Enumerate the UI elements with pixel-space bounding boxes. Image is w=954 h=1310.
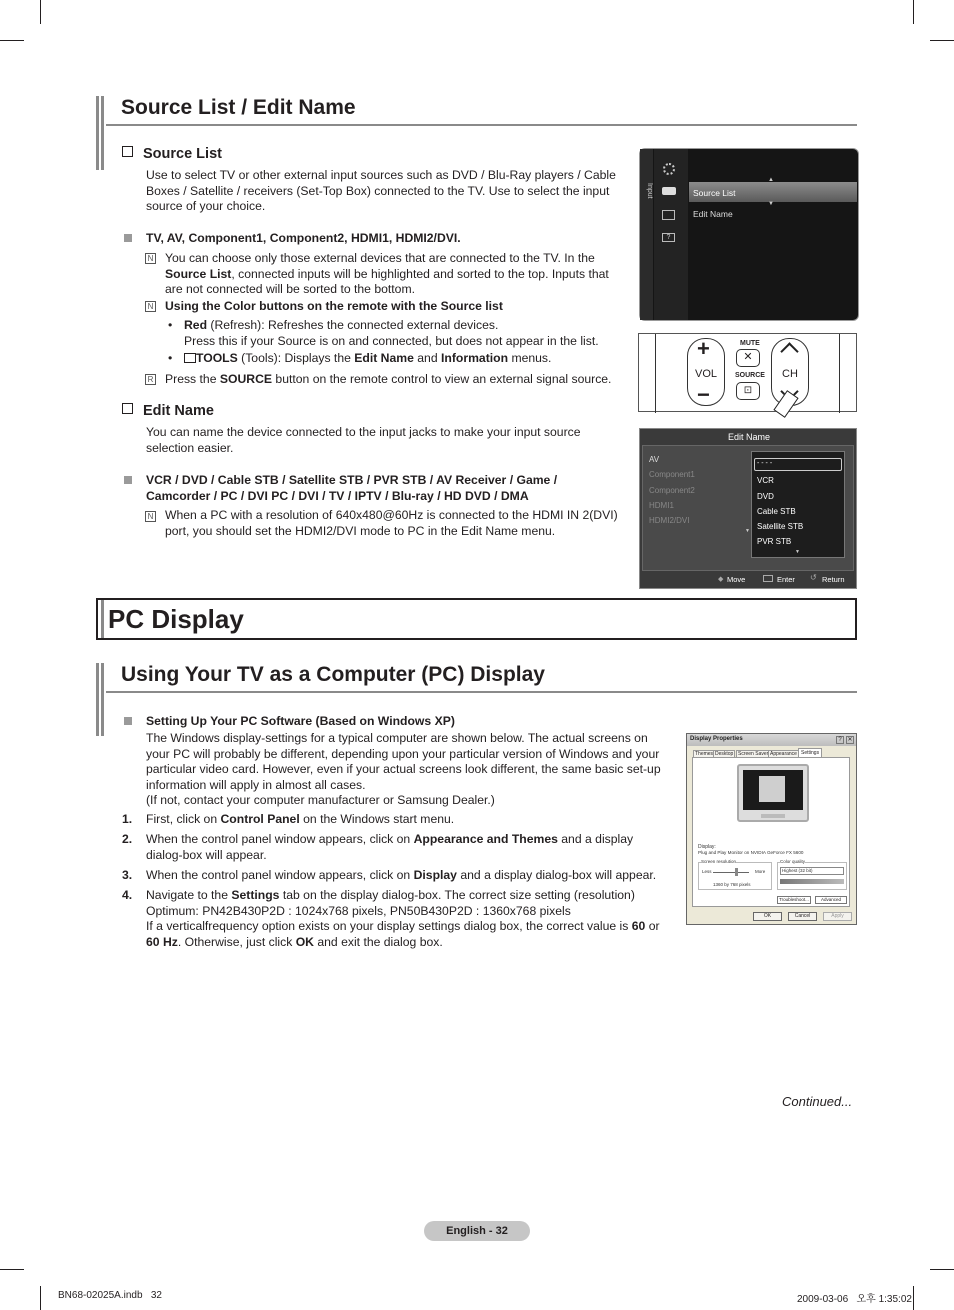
section-title: Source List / Edit Name [121,96,356,119]
dropdown-down-arrow-icon: ▼ [795,549,800,555]
menu-item-edit-name[interactable]: Edit Name [693,209,733,219]
square-bullet-icon [124,476,132,484]
tab-appearance[interactable]: Appearance [770,751,797,757]
cancel-button[interactable]: Cancel [788,912,817,921]
dropdown-list[interactable] [751,451,845,558]
crop-mark [930,1269,954,1270]
footer-return: Return [822,575,845,584]
footer-timestamp: 2009-03-06 오후 1:35:02 [797,1294,912,1305]
pc-display-title: PC Display [108,604,244,634]
return-icon: ↺ [810,573,817,582]
dropdown-option[interactable]: DVD [757,492,774,501]
checkbox-icon [122,403,133,414]
color-select[interactable]: Highest (32 bit) [780,867,844,875]
page-number-badge: English - 32 [424,1221,530,1241]
bullet-tools-text: TOOLS (Tools): Displays the Edit Name and Information menus. [184,351,551,367]
help-button[interactable]: ? [836,736,844,744]
step-3: When the control panel window appears, click on Display and a display dialog-box will appear. [146,868,657,882]
left-arrow-icon: ▼ [745,528,750,534]
subheading-edit-name: Edit Name [122,403,214,419]
menu-item-source-list[interactable]: Source List [693,188,736,198]
dropdown-option[interactable]: Cable STB [757,507,796,516]
crop-mark [0,1269,24,1270]
tab-settings[interactable]: Settings [798,748,822,758]
menu-up-arrow-icon: ▲ [768,177,774,183]
more-label: More [755,869,766,874]
crop-mark [930,40,954,41]
vol-label: VOL [695,368,718,380]
input-hdmi1[interactable]: HDMI1 [649,501,674,510]
pc-display-banner [96,598,857,640]
slider-thumb[interactable] [735,868,738,876]
input-component1[interactable]: Component1 [649,470,695,479]
remote-illustration [638,333,857,412]
tab-themes[interactable]: Themes [695,751,714,757]
bullet-red-text: Red (Refresh): Refreshes the connected external devices. Press this if your Source is on and connected, but does not appear in the list. [184,318,599,348]
tools-icon [184,353,196,363]
crop-mark [913,0,914,24]
input-hdmi2dvi[interactable]: HDMI2/DVI [649,516,690,525]
section-title: Using Your TV as a Computer (PC) Display [121,663,545,686]
heading-rule [106,124,857,126]
display-value: Plug and Play Monitor on NVIDIA GeForce FX 5600 [698,850,804,855]
advanced-button[interactable]: Advanced [815,896,847,904]
setup-text: The Windows display-settings for a typical computer are shown below. The actual screens on your PC will probably be different, depending upon your particular version of Windows and your particular video card. However, even if your actual screens look different, the same basic set-up information will apply in almost all cases. (If not, contact your computer manufacturer or Samsung Dealer.) [146,731,661,807]
ok-button[interactable]: OK [753,912,782,921]
menu-down-arrow-icon: ▼ [768,201,774,207]
input-av[interactable]: AV [649,455,660,464]
dialog-title: Display Properties [690,736,743,742]
checkbox-icon [122,146,133,157]
display-properties-dialog [686,733,857,925]
less-label: Less [702,869,712,874]
step-1: First, click on Control Panel on the Windows start menu. [146,812,455,826]
tab-screen-saver[interactable]: Screen Saver [738,751,769,757]
footer-move: Move [727,575,746,584]
monitor-preview [737,764,809,822]
crop-mark [40,1286,41,1310]
resolution-value: 1360 by 768 pixels [713,882,751,887]
footer-enter: Enter [777,575,795,584]
crop-mark [0,40,24,41]
tv-input-menu-screen [639,148,859,321]
source-icon: ⊡ [743,385,753,396]
source-list-intro: Use to select TV or other external input sources such as DVD / Blu-Ray players / Cable Boxes / Satellite / receivers (Set-Top Box) connected to the TV. Use to select the input source of your choice. [146,168,616,213]
vol-plus-icon: + [697,336,710,361]
press-source-text: Press the SOURCE button on the remote control to view an external signal source. [165,372,612,386]
resolution-slider[interactable] [713,872,749,873]
menu-side-label: Input [646,183,653,199]
vol-minus-icon: − [697,382,710,407]
mute-button[interactable] [736,349,760,367]
heading-rule [106,691,857,693]
gear-icon [663,163,675,175]
note-icon: N [145,301,156,312]
note-color-buttons: Using the Color buttons on the remote with the Source list [165,299,503,313]
ch-up-icon [780,342,798,360]
crop-mark [913,1286,914,1310]
inputs-label: TV, AV, Component1, Component2, HDMI1, HDMI2/DVI. [146,231,461,245]
subheading-source-list: Source List [122,146,222,162]
step-2: When the control panel window appears, click on Appearance and Themes and a display dialog-box will appear. [146,832,634,862]
note-pc-resolution: When a PC with a resolution of 640x480@60Hz is connected to the HDMI IN 2(DVI) port, you should set the HDMI2/DVI mode to PC in the Edit Name menu. [165,508,618,538]
edit-name-intro: You can name the device connected to the input jacks to make your input source selection easier. [146,425,581,455]
close-button[interactable]: ✕ [847,737,853,743]
tab-desktop[interactable]: Desktop [715,751,734,757]
remote-icon: R [145,374,156,385]
step-number: 2. [122,832,133,846]
vol-button[interactable] [687,338,725,406]
dropdown-option[interactable]: VCR [757,476,774,485]
note-icon: N [145,253,156,264]
bullet-red: • [168,318,173,332]
square-bullet-icon [124,717,132,725]
settings-panel [692,757,850,907]
dropdown-option[interactable]: - - - - [757,460,773,467]
apply-button[interactable]: Apply [823,912,852,921]
menu-side-strip [640,149,653,320]
step-number: 4. [122,888,133,902]
edit-name-screen [639,428,857,589]
mute-label: MUTE [740,340,760,347]
step-number: 3. [122,868,133,882]
input-icon [662,187,676,195]
note-icon: N [145,511,156,522]
troubleshoot-button[interactable]: Troubleshoot... [777,896,811,904]
ch-label: CH [782,368,798,380]
resolution-label: Screen resolution [701,859,737,864]
source-button[interactable] [736,382,760,400]
display-label: Display: [698,844,716,850]
dropdown-option[interactable]: Satellite STB [757,522,804,531]
apps-icon [662,210,675,220]
help-icon: ? [662,233,675,242]
setup-title: Setting Up Your PC Software (Based on Windows XP) [146,714,455,728]
edit-name-title: Edit Name [727,432,771,442]
move-icon: ◆ [718,576,724,583]
continued-label: Continued... [782,1094,853,1109]
crop-mark [40,0,41,24]
step-number: 1. [122,812,133,826]
input-component2[interactable]: Component2 [649,486,695,495]
enter-icon [763,575,773,582]
color-bar [780,879,844,884]
edit-name-options: VCR / DVD / Cable STB / Satellite STB / PVR STB / AV Receiver / Game / Camcorder / PC / DVI PC / DVI / TV / IPTV / Blu-ray / HD DVD / DMA [146,473,558,503]
source-label: SOURCE [735,372,765,379]
color-label: Color quality [780,859,806,864]
step-4: Navigate to the Settings tab on the display dialog-box. The correct size setting (resolution) Optimum: PN42B430P2D : 1024x768 pixels, PN50B430P2D : 1360x768 pixels If a verticalfrequency option exists on your display settings dialog box, the correct value is 60 or 60 Hz. Otherwise, just click OK and exit the dialog box. [146,888,660,949]
note-connected-inputs: You can choose only those external devices that are connected to the TV. In the Source List, connected inputs will be highlighted and sorted to the top. Inputs that are not connected will be sorted to the bottom. [165,251,609,296]
footer-file-info: BN68-02025A.indb 32 [58,1290,162,1301]
bullet-tools: • [168,351,173,365]
mute-icon: ✕ [743,351,753,363]
square-bullet-icon [124,234,132,242]
dropdown-option[interactable]: PVR STB [757,537,792,546]
